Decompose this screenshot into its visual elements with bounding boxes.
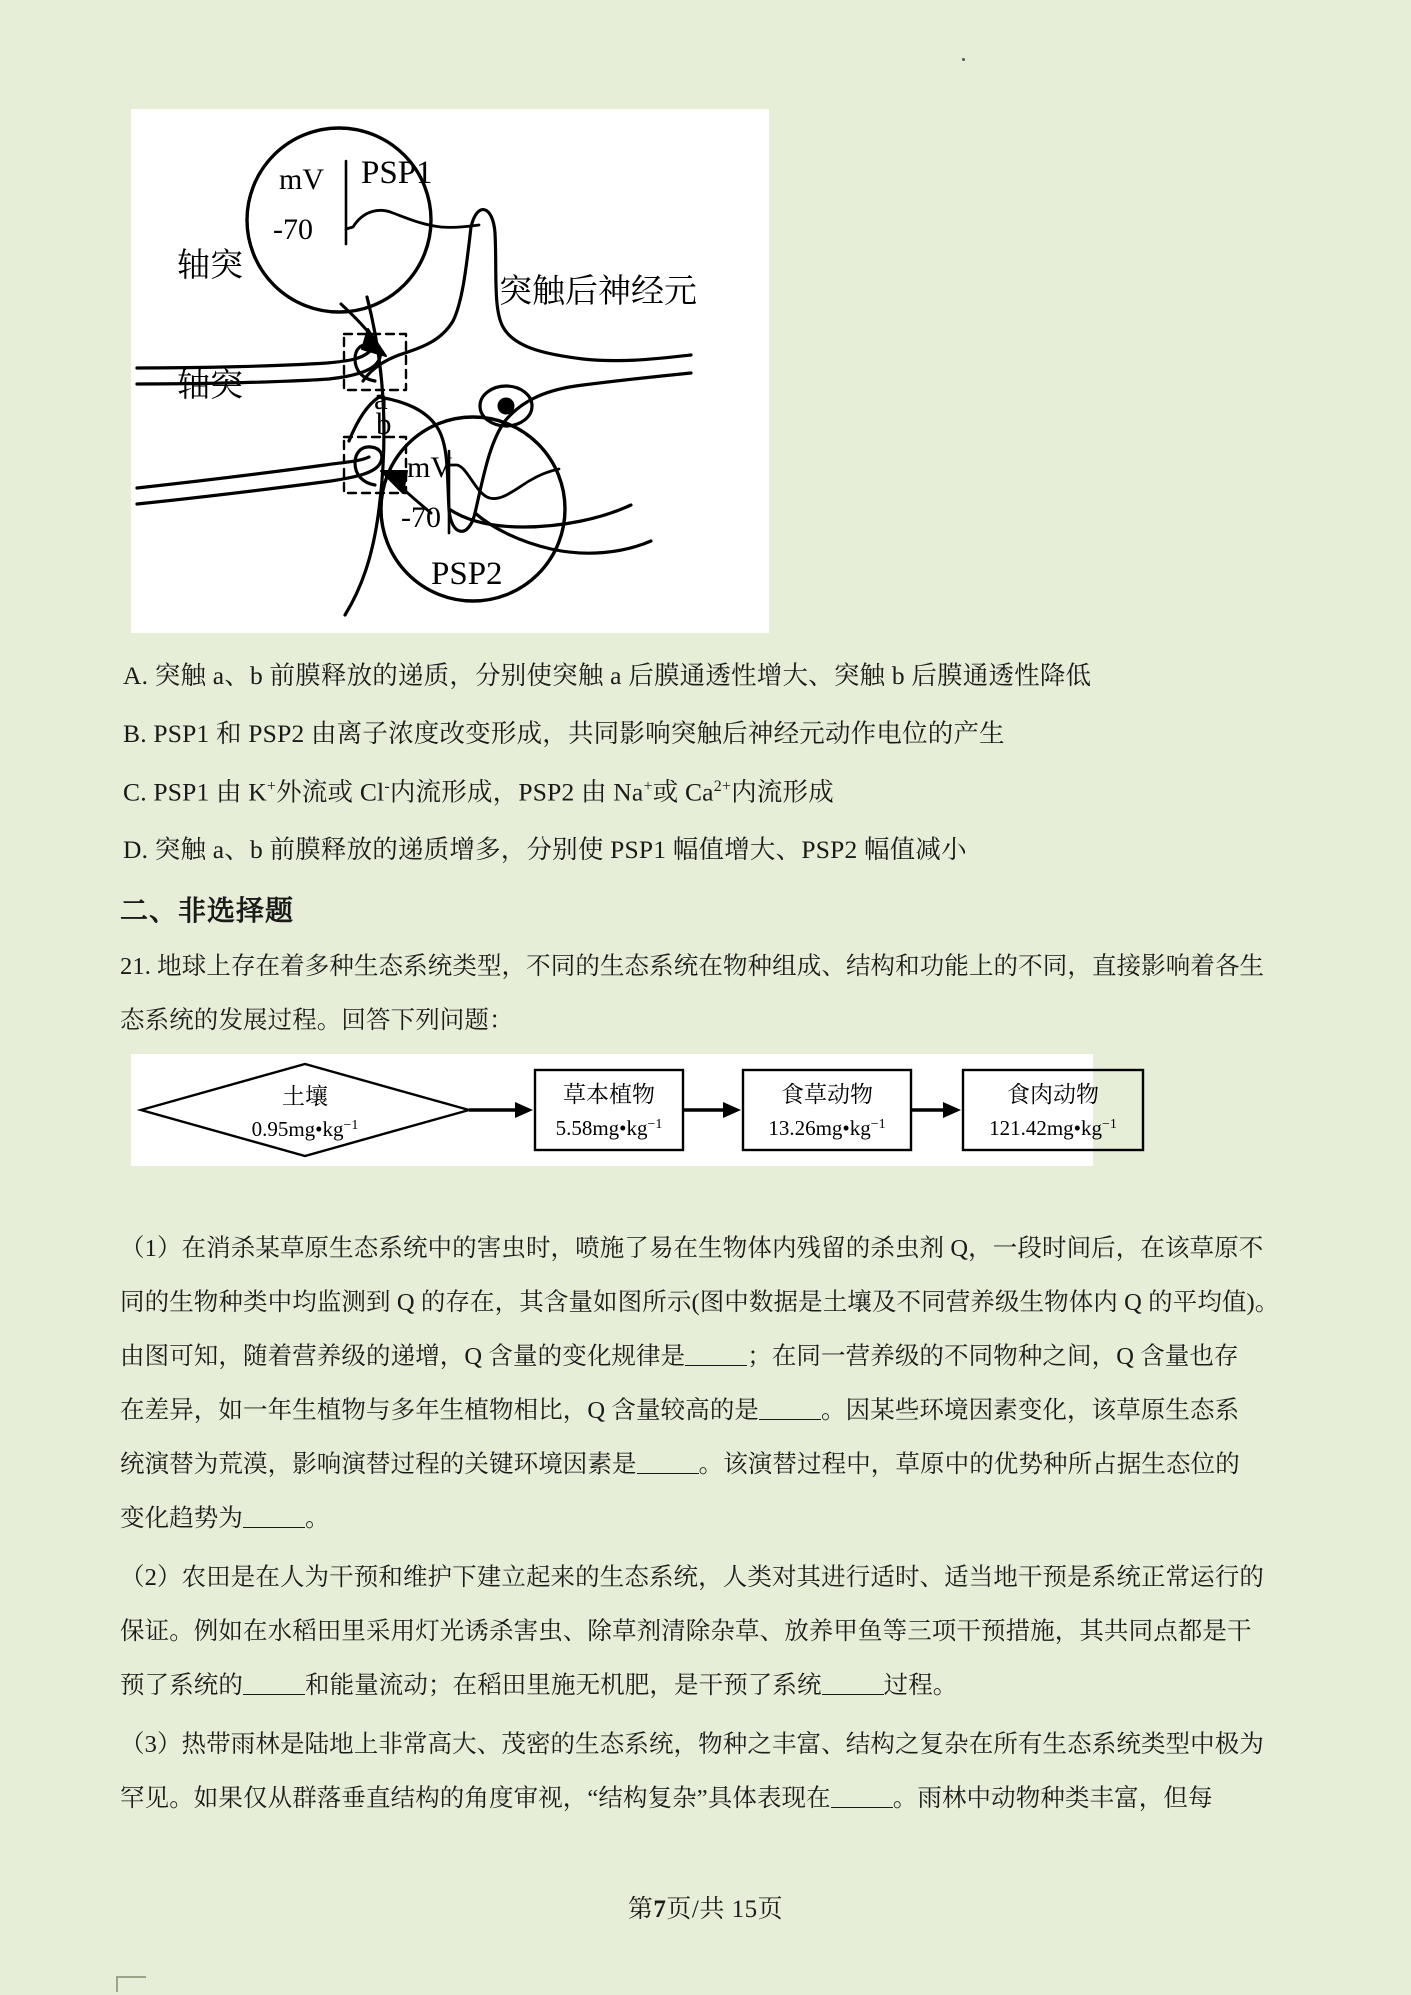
part1-line-2: 同的生物种类中均监测到 Q 的存在，其含量如图所示(图中数据是土壤及不同营养级生物体内 Q 的平均值)。 xyxy=(120,1289,1280,1316)
part1-line-1: （1）在消杀某草原生态系统中的害虫时，喷施了易在生物体内残留的杀虫剂 Q，一段时间后，在该草原不 xyxy=(120,1235,1264,1262)
food-chain-flow-figure xyxy=(131,1054,1117,1166)
axon-bottom-label: 轴突 xyxy=(177,368,243,404)
flow-node-plants-label: 草本植物 xyxy=(563,1082,655,1107)
psp2-trace-label: PSP2 xyxy=(431,556,503,592)
top-dot-mark xyxy=(962,58,965,61)
synapse-figure xyxy=(131,109,769,633)
option-c: C. PSP1 由 K+外流或 Cl-内流形成，PSP2 由 Na+或 $Ca^{2+}$内流形成 xyxy=(123,777,834,807)
part3-line-1: （3）热带雨林是陆地上非常高大、茂密的生态系统，物种之丰富、结构之复杂在所有生态系统类型中极为 xyxy=(120,1731,1264,1758)
option-b: B. PSP1 和 PSP2 由离子浓度改变形成，共同影响突触后神经元动作电位的产生 xyxy=(123,719,1005,748)
answer-blank[interactable] xyxy=(243,1694,305,1695)
part1-line-4: 在差异，如一年生植物与多年生植物相比，Q 含量较高的是 。因某些环境因素变化，该草原生态系 xyxy=(120,1397,1240,1424)
answer-blank[interactable] xyxy=(685,1365,747,1366)
flow-node-carnivore-value: $121.42mg•kg^{-1}$ xyxy=(989,1116,1117,1140)
page-corner-mark xyxy=(116,1976,146,1992)
flow-node-herbivore-label: 食草动物 xyxy=(781,1082,873,1107)
part3-line-2: 罕见。如果仅从群落垂直结构的角度审视，“结构复杂”具体表现在 。雨林中动物种类丰富，但每 xyxy=(120,1785,1213,1812)
flow-node-carnivore-label: 食肉动物 xyxy=(1007,1082,1099,1107)
postsynaptic-neuron-label: 突触后神经元 xyxy=(499,274,697,310)
footer-total-pages: 15 xyxy=(731,1896,758,1923)
part2-line-1: （2）农田是在人为干预和维护下建立起来的生态系统，人类对其进行适时、适当地干预是系统正常运行的 xyxy=(120,1564,1264,1591)
answer-blank[interactable] xyxy=(243,1527,305,1528)
psp1-unit-label: mV xyxy=(279,163,324,196)
part1-line-3: 由图可知，随着营养级的递增，Q 含量的变化规律是 ；在同一营养级的不同物种之间，Q 含量也存 xyxy=(120,1343,1239,1370)
flow-node-herbivore-value: $13.26mg•kg^{-1}$ xyxy=(768,1116,886,1140)
psp1-trace-label: PSP1 xyxy=(361,155,433,191)
flow-node-soil-label: 土壤 xyxy=(282,1084,328,1109)
footer-page-number: 7 xyxy=(653,1896,667,1923)
flow-node-plants-value: $5.58mg•kg^{-1}$ xyxy=(555,1116,663,1140)
axon-top-label: 轴突 xyxy=(177,248,243,284)
footer-prefix: 第 xyxy=(627,1896,654,1923)
option-d: D. 突触 a、b 前膜释放的递质增多，分别使 PSP1 幅值增大、PSP2 幅值减小 xyxy=(123,835,967,864)
part1-line-5: 统演替为荒漠，影响演替过程的关键环境因素是 。该演替过程中，草原中的优势种所占据生态位的 xyxy=(120,1451,1240,1478)
question-21-line-2: 态系统的发展过程。回答下列问题： xyxy=(120,1007,514,1034)
footer-middle: 页/共 xyxy=(666,1896,732,1923)
synapse-b-label: b xyxy=(376,406,392,441)
footer-suffix: 页 xyxy=(757,1896,784,1923)
answer-blank[interactable] xyxy=(637,1473,699,1474)
page-footer xyxy=(0,1889,1411,1925)
option-a: A. 突触 a、b 前膜释放的递质，分别使突触 a 后膜通透性增大、突触 b 后膜通透性降低 xyxy=(123,661,1092,690)
psp1-baseline-label: -70 xyxy=(273,213,313,246)
answer-blank[interactable] xyxy=(822,1694,884,1695)
answer-blank[interactable] xyxy=(831,1807,893,1808)
answer-blank[interactable] xyxy=(759,1419,821,1420)
part1-line-6: 变化趋势为 。 xyxy=(120,1505,330,1532)
psp2-unit-label: mV xyxy=(407,451,452,484)
section-heading: 二、非选择题 xyxy=(120,895,295,926)
question-21-line-1: 21. 地球上存在着多种生态系统类型，不同的生态系统在物种组成、结构和功能上的不同，直接影响着各生 xyxy=(120,953,1265,980)
synapse-a-label: a xyxy=(374,381,388,416)
part2-line-2: 保证。例如在水稻田里采用灯光诱杀害虫、除草剂清除杂草、放养甲鱼等三项干预措施，其共同点都是干 xyxy=(120,1618,1252,1645)
flow-node-soil-value: $0.95mg•kg^{-1}$ xyxy=(251,1117,359,1141)
psp2-baseline-label: -70 xyxy=(401,501,441,534)
part2-line-3: 预了系统的 和能量流动；在稻田里施无机肥，是干预了系统 过程。 xyxy=(120,1672,958,1699)
